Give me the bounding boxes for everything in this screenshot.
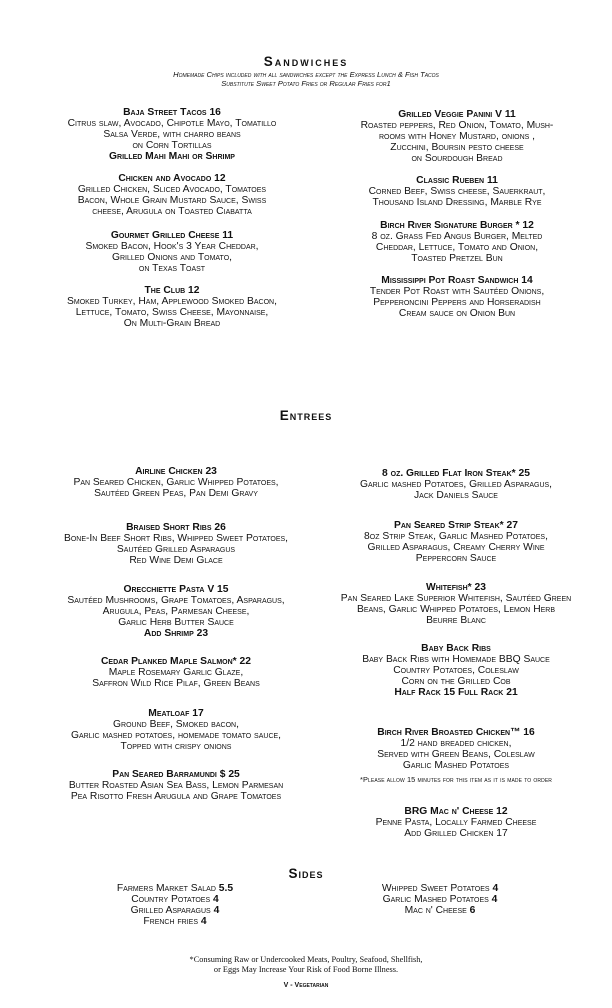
- menu-item-description: Ground Beef, Smoked bacon,: [113, 719, 239, 730]
- menu-item-description: on Texas Toast: [138, 263, 206, 274]
- side-item: [360, 883, 520, 894]
- menu-item-description: Grilled Asparagus, Creamy Cherry Wine: [367, 542, 545, 553]
- menu-item-name: Cedar Planked Maple Salmon* 22: [101, 656, 251, 667]
- menu-item-description: Beurre Blanc: [426, 615, 486, 626]
- menu-item: [22, 173, 322, 217]
- menu-item-description: Salsa Verde, with charro beans: [103, 129, 241, 140]
- menu-item: [22, 285, 322, 329]
- sides-right-list: [360, 883, 520, 916]
- menu-item-description: Bone-In Beef Short Ribs, Whipped Sweet Potatoes,: [63, 533, 289, 544]
- raw-food-warning-line-2: or Eggs May Increase Your Risk of Food Borne Illness.: [213, 965, 399, 974]
- menu-item-description: Grilled Onions and Tomato,: [111, 252, 233, 263]
- menu-item-description: 8oz Strip Steak, Garlic Mashed Potatoes,: [364, 531, 548, 542]
- menu-item-description: Country Potatoes, Coleslaw: [393, 665, 519, 676]
- menu-item-description: Topped with crispy onions: [120, 741, 232, 752]
- menu-item-name: Airline Chicken 23: [135, 466, 217, 477]
- menu-item-description: Baby Back Ribs with Homemade BBQ Sauce: [362, 654, 550, 665]
- menu-item-description: rooms with Honey Mustard, onions ,: [378, 131, 536, 142]
- menu-item-name: The Club 12: [144, 285, 200, 296]
- menu-item-name: Baby Back Ribs: [421, 643, 491, 654]
- menu-item-name: Pan Seared Strip Steak* 27: [394, 520, 518, 531]
- menu-item-option: Grilled Mahi Mahi or Shrimp: [109, 151, 235, 162]
- side-item: [360, 894, 520, 905]
- menu-item-description: Zucchini, Boursin pesto cheese: [390, 142, 524, 153]
- menu-item-name: Classic Rueben 11: [416, 175, 498, 186]
- menu-item-description: Tender Pot Roast with Sautéed Onions,: [369, 286, 545, 297]
- menu-item: [16, 466, 336, 499]
- menu-item-name: Birch River Signature Burger * 12: [380, 220, 534, 231]
- side-item-price: 4: [491, 894, 498, 905]
- menu-item-description: Cheddar, Lettuce, Tomato and Onion,: [375, 242, 539, 253]
- menu-item-description: Garlic mashed Potatoes, Grilled Asparagus,: [359, 479, 553, 490]
- side-item: [100, 894, 250, 905]
- menu-item-name: Chicken and Avocado 12: [118, 173, 226, 184]
- menu-item-description: Red Wine Demi Glace: [129, 555, 223, 566]
- menu-item-description: Penne Pasta, Locally Farmed Cheese: [375, 817, 537, 828]
- menu-item: [308, 727, 604, 785]
- menu-item-description: Grilled Chicken, Sliced Avocado, Tomatoes: [77, 184, 267, 195]
- menu-item-description: Citrus slaw, Avocado, Chipotle Mayo, Tomatillo: [67, 118, 277, 129]
- side-item-price: 4: [200, 916, 207, 927]
- sandwiches-note-2: Substitute Sweet Potato Fries or Regular Fries for1: [221, 79, 391, 88]
- menu-item-description: Lettuce, Tomato, Swiss Cheese, Mayonnaise,: [75, 307, 269, 318]
- menu-item-name: Braised Short Ribs 26: [126, 522, 226, 533]
- menu-item-name: Birch River Broasted Chicken™ 16: [377, 727, 535, 738]
- menu-item-description: Maple Rosemary Garlic Glaze,: [108, 667, 244, 678]
- menu-item-description: Pan Seared Lake Superior Whitefish, Sautéed Green: [340, 593, 572, 604]
- side-item: [360, 905, 520, 916]
- menu-item-description: Sautéed Grilled Asparagus: [116, 544, 236, 555]
- side-item-price: 4: [213, 905, 220, 916]
- menu-item-name: Baja Street Tacos 16: [123, 107, 221, 118]
- menu-item-description: On Multi-Grain Bread: [123, 318, 221, 329]
- menu-item: [22, 107, 322, 162]
- vegetarian-legend: V - Vegetarian: [283, 982, 329, 989]
- menu-item-option: Half Rack 15 Full Rack 21: [394, 687, 518, 698]
- side-item-price: 5.5: [218, 883, 234, 894]
- menu-item-description: Pea Risotto Fresh Arugula and Grape Tomatoes: [70, 791, 282, 802]
- side-item: [100, 905, 250, 916]
- menu-item-name: Orecchiette Pasta V 15: [123, 584, 229, 595]
- menu-item-description: Bacon, Whole Grain Mustard Sauce, Swiss: [77, 195, 267, 206]
- menu-item: [308, 806, 604, 839]
- menu-item: [312, 275, 602, 319]
- menu-item-description: Saffron Wild Rice Pilaf, Green Beans: [92, 678, 260, 689]
- menu-item: [312, 220, 602, 264]
- menu-item-description: Arugula, Peas, Parmesan Cheese,: [102, 606, 250, 617]
- menu-item-description: Peppercorn Sauce: [415, 553, 497, 564]
- side-item-price: 6: [469, 905, 476, 916]
- menu-item: [16, 708, 336, 752]
- menu-item: [16, 522, 336, 566]
- menu-item-description: Pan Seared Chicken, Garlic Whipped Potatoes,: [73, 477, 279, 488]
- menu-item-description: cheese, Arugula on Toasted Ciabatta: [92, 206, 252, 217]
- menu-item-name: Mississippi Pot Roast Sandwich 14: [381, 275, 533, 286]
- menu-item-description: Corned Beef, Swiss cheese, Sauerkraut,: [368, 186, 546, 197]
- menu-item-description: Corn on the Grilled Cob: [401, 676, 511, 687]
- menu-item-description: Garlic mashed potatoes, homemade tomato sauce,: [70, 730, 282, 741]
- entrees-title: Entrees: [279, 408, 333, 423]
- menu-item-description: Cream sauce on Onion Bun: [398, 308, 516, 319]
- menu-item-name: 8 oz. Grilled Flat Iron Steak* 25: [382, 468, 530, 479]
- side-item-name: Whipped Sweet Potatoes: [381, 883, 490, 894]
- menu-item: [16, 769, 336, 802]
- raw-food-warning-line-1: *Consuming Raw or Undercooked Meats, Poultry, Seafood, Shellfish,: [189, 955, 423, 964]
- menu-item-description: Thousand Island Dressing, Marble Rye: [372, 197, 542, 208]
- menu-item-description: Garlic Mashed Potatoes: [402, 760, 510, 771]
- menu-item-description: 1/2 hand breaded chicken,: [400, 738, 512, 749]
- menu-item: [308, 643, 604, 698]
- side-item-name: Grilled Asparagus: [130, 905, 211, 916]
- sides-title: Sides: [288, 866, 324, 881]
- menu-item-description: on Corn Tortillas: [132, 140, 212, 151]
- sandwiches-note-1: Homemade Chips included with all sandwiches except the Express Lunch & Fish Tacos: [173, 70, 439, 79]
- menu-item: [16, 584, 336, 639]
- side-item-name: Country Potatoes: [131, 894, 211, 905]
- menu-item-description: Jack Daniels Sauce: [414, 490, 498, 501]
- menu-item-name: BRG Mac n' Cheese 12: [404, 806, 508, 817]
- menu-item-note: *Please allow 15 minutes for this item as it is made to order: [360, 775, 552, 784]
- menu-item-description: Sautéed Green Peas, Pan Demi Gravy: [94, 488, 258, 499]
- menu-item-name: Gourmet Grilled Cheese 11: [110, 230, 234, 241]
- menu-item: [312, 109, 602, 164]
- menu-item-description: Served with Green Beans, Coleslaw: [377, 749, 535, 760]
- sides-left-list: [100, 883, 250, 927]
- menu-item-description: 8 oz. Grass Fed Angus Burger, Melted: [371, 231, 543, 242]
- menu-item: [308, 582, 604, 626]
- menu-item-description: Garlic Herb Butter Sauce: [118, 617, 234, 628]
- side-item-price: 4: [492, 883, 499, 894]
- side-item: [100, 883, 250, 894]
- menu-item-description: Toasted Pretzel Bun: [411, 253, 503, 264]
- menu-item: [312, 175, 602, 208]
- side-item: [100, 916, 250, 927]
- menu-item-name: Pan Seared Barramundi $ 25: [112, 769, 240, 780]
- menu-item-description: Beans, Garlic Whipped Potatoes, Lemon Herb: [356, 604, 556, 615]
- side-item-price: 4: [213, 894, 219, 905]
- menu-item-addon: Add Grilled Chicken 17: [404, 828, 508, 839]
- side-item-name: Garlic Mashed Potatoes: [382, 894, 489, 905]
- menu-item-description: Smoked Turkey, Ham, Applewood Smoked Bacon,: [67, 296, 277, 307]
- menu-item-description: Pepperoncini Peppers and Horseradish: [373, 297, 541, 308]
- sandwiches-title: Sandwiches: [263, 54, 349, 69]
- menu-item-option: Add Shrimp 23: [143, 628, 209, 639]
- menu-item-description: Smoked Bacon, Hook's 3 Year Cheddar,: [85, 241, 259, 252]
- menu-item-description: Sautéed Mushrooms, Grape Tomatoes, Asparagus,: [67, 595, 285, 606]
- menu-item: [16, 656, 336, 689]
- menu-item: [22, 230, 322, 274]
- menu-item-name: Whitefish* 23: [426, 582, 486, 593]
- menu-item-name: Meatloaf 17: [148, 708, 204, 719]
- side-item-name: Farmers Market Salad: [116, 883, 216, 894]
- side-item-name: French fries: [143, 916, 199, 927]
- menu-item: [308, 520, 604, 564]
- side-item-name: Mac n' Cheese: [404, 905, 467, 916]
- menu-item-name: Grilled Veggie Panini V 11: [398, 109, 516, 120]
- menu-item-description: Roasted peppers, Red Onion, Tomato, Mush-: [360, 120, 554, 131]
- menu-item-description: Butter Roasted Asian Sea Bass, Lemon Parmesan: [68, 780, 284, 791]
- menu-item: [308, 468, 604, 501]
- menu-item-description: on Sourdough Bread: [411, 153, 503, 164]
